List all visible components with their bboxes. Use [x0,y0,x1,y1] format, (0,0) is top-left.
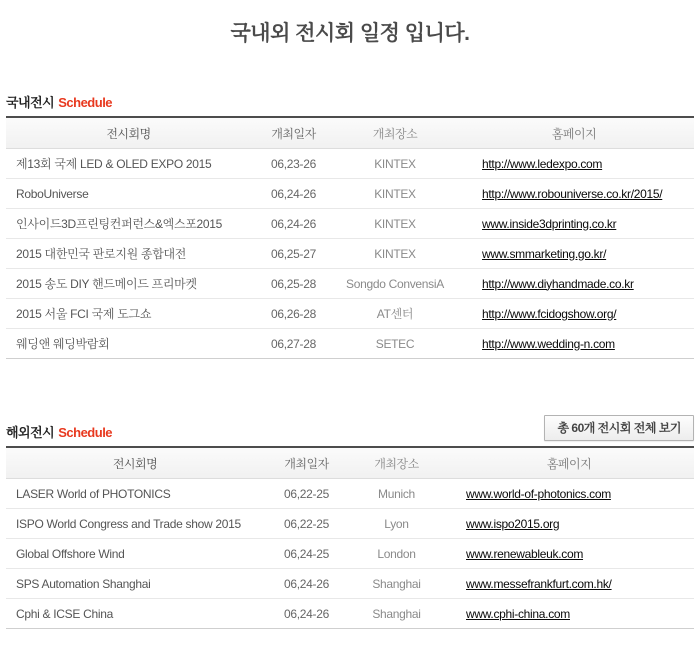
exhibition-name-cell: 웨딩앤 웨딩박람회 [16,337,110,351]
overseas-section-label [6,425,112,441]
date-cell: 06,24-26 [271,186,316,201]
overseas-schedule-section [6,415,694,629]
venue-cell: KINTEX [374,246,416,261]
page-title: 국내외 전시회 일정 입니다. [230,22,470,45]
venue-cell: KINTEX [374,186,416,201]
homepage-link[interactable]: http://www.diyhandmade.co.kr [482,276,634,291]
venue-cell: KINTEX [374,156,416,171]
exhibition-name-cell: Global Offshore Wind [16,546,125,561]
homepage-link[interactable]: http://www.wedding-n.com [482,336,615,351]
overseas-label-en: Schedule [58,425,113,440]
table-row [6,599,694,628]
date-cell: 06,24-25 [284,546,329,561]
domestic-section-header [6,87,694,111]
exhibition-name-cell: 인사이드3D프린팅컨퍼런스&엑스포2015 [16,217,223,231]
homepage-cell [444,607,694,621]
column-header-homepage: 홈페이지 [546,456,592,471]
homepage-cell [454,277,694,291]
homepage-cell [444,547,694,561]
date-cell: 06,25-27 [271,246,316,261]
homepage-link[interactable]: http://www.fcidogshow.org/ [482,306,617,321]
homepage-cell [444,487,694,501]
table-row [6,239,694,269]
column-header-date: 개최일자 [284,456,329,471]
table-row [6,329,694,358]
column-header-venue: 개최장소 [372,126,418,141]
table-row [6,479,694,509]
column-header-exhibition-name: 전시회명 [106,126,151,141]
domestic-schedule-table [6,116,694,359]
domestic-table-header [6,118,694,149]
date-cell: 06,25-28 [271,276,316,291]
homepage-link[interactable]: http://www.robouniverse.co.kr/2015/ [482,186,663,201]
venue-cell: Songdo ConvensiA [346,276,444,291]
table-row [6,269,694,299]
table-row [6,299,694,329]
date-cell: 06,23-26 [271,156,316,171]
homepage-cell [454,247,694,261]
table-row [6,209,694,239]
exhibition-name-cell: SPS Automation Shanghai [16,576,151,591]
overseas-schedule-table [6,446,694,629]
overseas-section-header [6,415,694,441]
homepage-link[interactable]: www.messefrankfurt.com.hk/ [466,576,612,591]
column-header-homepage: 홈페이지 [551,126,597,141]
homepage-cell [454,187,694,201]
column-header-exhibition-name: 전시회명 [112,456,158,471]
date-cell: 06,26-28 [271,306,316,321]
domestic-schedule-section [6,87,694,359]
homepage-link[interactable]: www.renewableuk.com [466,546,584,561]
exhibition-name-cell: ISPO World Congress and Trade show 2015 [16,516,241,531]
homepage-cell [454,217,694,231]
table-row [6,179,694,209]
homepage-link[interactable]: www.smmarketing.go.kr/ [482,246,607,261]
overseas-label-ko: 해외전시 [6,425,55,440]
venue-cell: London [377,546,416,561]
venue-cell: AT센터 [376,307,414,321]
table-row [6,539,694,569]
table-row [6,569,694,599]
homepage-cell [454,307,694,321]
domestic-label-en: Schedule [58,95,113,110]
exhibition-name-cell: 2015 대한민국 판로지원 종합대전 [16,247,187,261]
overseas-table-body [6,479,694,628]
homepage-cell [454,337,694,351]
venue-cell: SETEC [375,336,415,351]
table-row [6,509,694,539]
date-cell: 06,22-25 [284,486,329,501]
date-cell: 06,24-26 [271,216,316,231]
exhibition-name-cell: 2015 서울 FCI 국제 도그쇼 [16,307,152,321]
homepage-link[interactable]: www.inside3dprinting.co.kr [482,216,617,231]
domestic-label-ko: 국내전시 [6,95,55,110]
exhibition-name-cell: RoboUniverse [16,186,89,201]
domestic-table-body [6,149,694,358]
exhibition-name-cell: 2015 송도 DIY 핸드메이드 프리마켓 [16,277,197,291]
homepage-link[interactable]: http://www.ledexpo.com [482,156,603,171]
domestic-section-label [6,95,112,111]
exhibition-name-cell: LASER World of PHOTONICS [16,486,171,501]
homepage-link[interactable]: www.world-of-photonics.com [466,486,611,501]
venue-cell: KINTEX [374,216,416,231]
exhibition-name-cell: 제13회 국제 LED & OLED EXPO 2015 [16,157,212,171]
homepage-cell [444,517,694,531]
venue-cell: Munich [378,486,415,501]
venue-cell: Lyon [384,516,409,531]
date-cell: 06,24-26 [284,606,329,621]
homepage-link[interactable]: www.cphi-china.com [466,606,570,621]
column-header-venue: 개최장소 [374,456,419,471]
venue-cell: Shanghai [372,606,421,621]
overseas-table-header [6,448,694,479]
date-cell: 06,27-28 [271,336,316,351]
homepage-cell [454,157,694,171]
view-all-exhibitions-button[interactable]: 총 60개 전시회 전체 보기 [544,415,694,441]
venue-cell: Shanghai [372,576,421,591]
homepage-cell [444,577,694,591]
column-header-date: 개최일자 [271,126,316,141]
exhibition-name-cell: Cphi & ICSE China [16,606,113,621]
homepage-link[interactable]: www.ispo2015.org [466,516,560,531]
date-cell: 06,22-25 [284,516,329,531]
date-cell: 06,24-26 [284,576,329,591]
table-row [6,149,694,179]
